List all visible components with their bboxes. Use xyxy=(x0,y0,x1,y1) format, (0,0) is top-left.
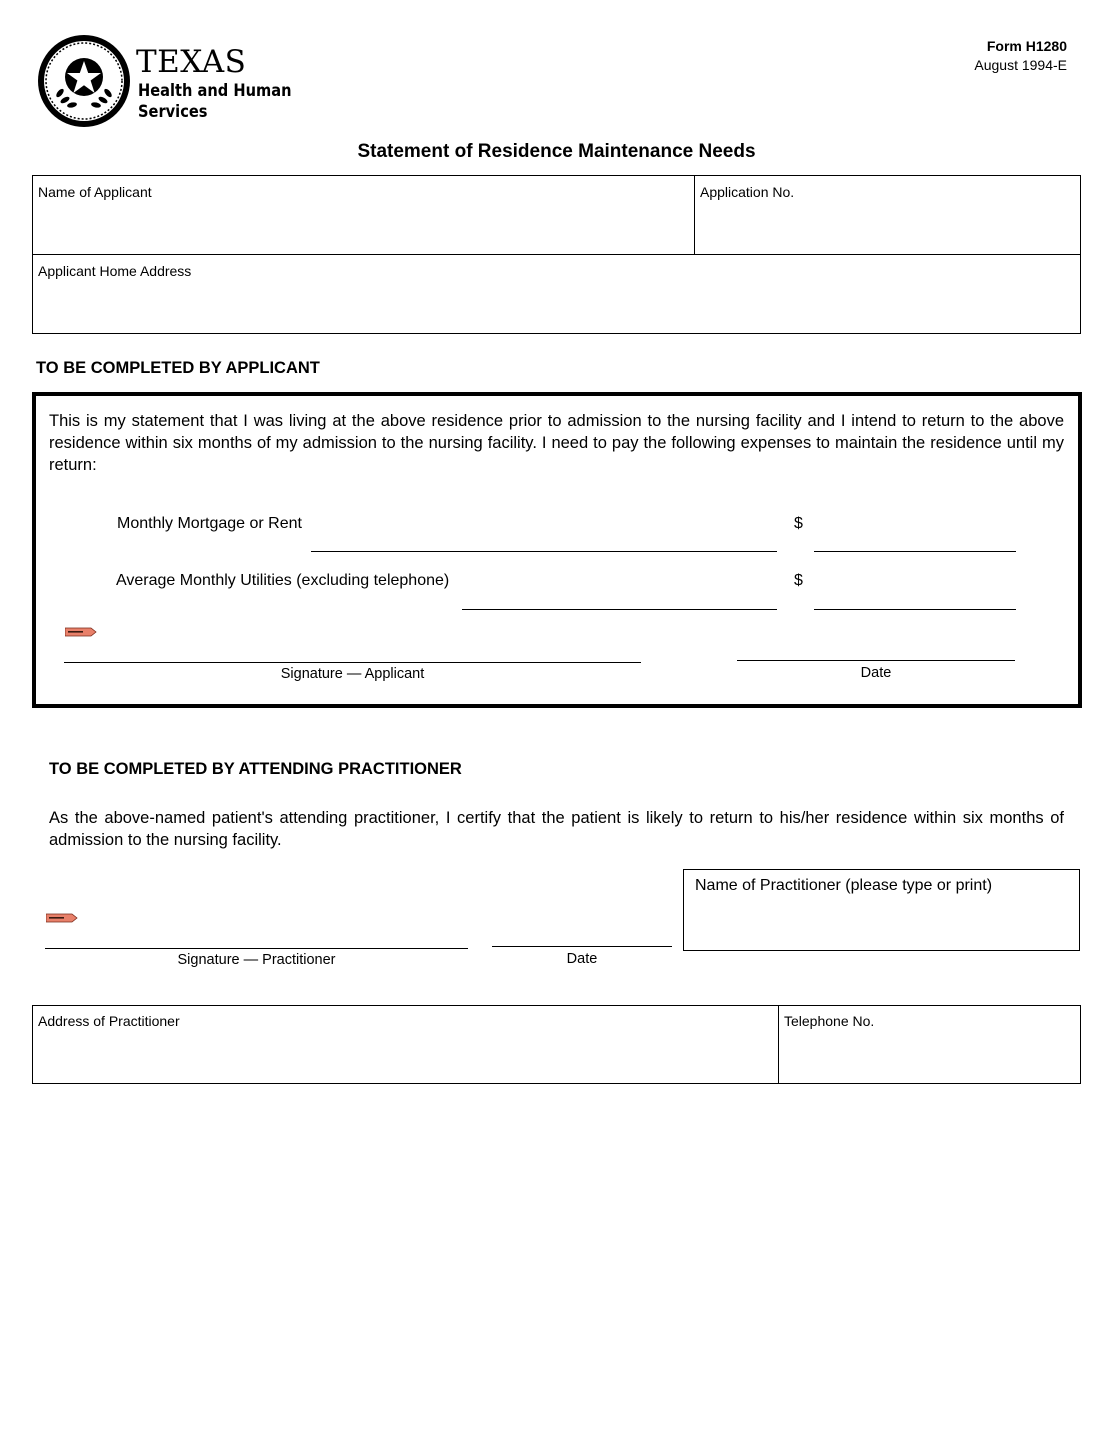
applicant-date-caption: Date xyxy=(860,665,892,681)
mortgage-amount-field[interactable] xyxy=(814,551,1016,552)
sign-here-flag-icon xyxy=(46,913,78,923)
application-number-field[interactable] xyxy=(695,176,1080,254)
utilities-label: Average Monthly Utilities (excluding telephone) xyxy=(116,572,450,589)
practitioner-name-label: Name of Practitioner (please type or print) xyxy=(695,877,993,894)
practitioner-date-field[interactable] xyxy=(492,946,672,947)
brand-subtitle-line1: Health and Human xyxy=(138,81,292,101)
practitioner-section-heading: TO BE COMPLETED BY ATTENDING PRACTITIONER xyxy=(49,760,462,778)
applicant-signature-field[interactable] xyxy=(64,662,641,663)
page-title: Statement of Residence Maintenance Needs xyxy=(357,141,756,162)
application-number-label: Application No. xyxy=(700,184,795,200)
practitioner-signature-field[interactable] xyxy=(45,948,468,949)
practitioner-date-caption: Date xyxy=(566,951,598,967)
practitioner-statement-text: As the above-named patient's attending practitioner, I certify that the patient is likely to return to his/her residence within six months of admission to the nursing facility. xyxy=(49,809,1064,849)
practitioner-telephone-label: Telephone No. xyxy=(784,1013,875,1029)
applicant-section-heading: TO BE COMPLETED BY APPLICANT xyxy=(36,359,320,377)
applicant-date-field[interactable] xyxy=(737,660,1015,661)
applicant-home-address-field[interactable] xyxy=(33,255,1080,333)
form-number: Form H1280 xyxy=(986,38,1067,54)
applicant-name-field[interactable] xyxy=(33,176,693,254)
brand-subtitle-line2: Services xyxy=(138,102,208,122)
mortgage-rent-label: Monthly Mortgage or Rent xyxy=(117,515,302,532)
practitioner-telephone-field[interactable] xyxy=(779,1006,1080,1083)
applicant-home-address-label: Applicant Home Address xyxy=(38,263,192,279)
practitioner-address-field[interactable] xyxy=(33,1006,777,1083)
utilities-currency-symbol: $ xyxy=(794,572,803,589)
practitioner-signature-caption: Signature — Practitioner xyxy=(177,952,336,968)
applicant-statement-text: This is my statement that I was living at the above residence prior to admission to the nursing facility and I intend to return to the above residence within six months of my admission to the nursing facility. I need to pay the following expenses to maintain the residence until my return: xyxy=(49,412,1064,474)
sign-here-flag-icon xyxy=(65,627,97,637)
mortgage-currency-symbol: $ xyxy=(794,515,803,532)
utilities-amount-field[interactable] xyxy=(814,609,1016,610)
applicant-signature-caption: Signature — Applicant xyxy=(280,666,425,682)
applicant-name-label: Name of Applicant xyxy=(38,184,152,200)
form-revision-date: August 1994-E xyxy=(974,57,1067,73)
texas-hhs-seal-logo xyxy=(36,33,132,129)
practitioner-name-field[interactable] xyxy=(683,869,1080,951)
utilities-line xyxy=(462,609,777,610)
practitioner-address-label: Address of Practitioner xyxy=(38,1013,180,1029)
mortgage-rent-line xyxy=(311,551,777,552)
brand-name: TEXAS xyxy=(136,44,247,80)
